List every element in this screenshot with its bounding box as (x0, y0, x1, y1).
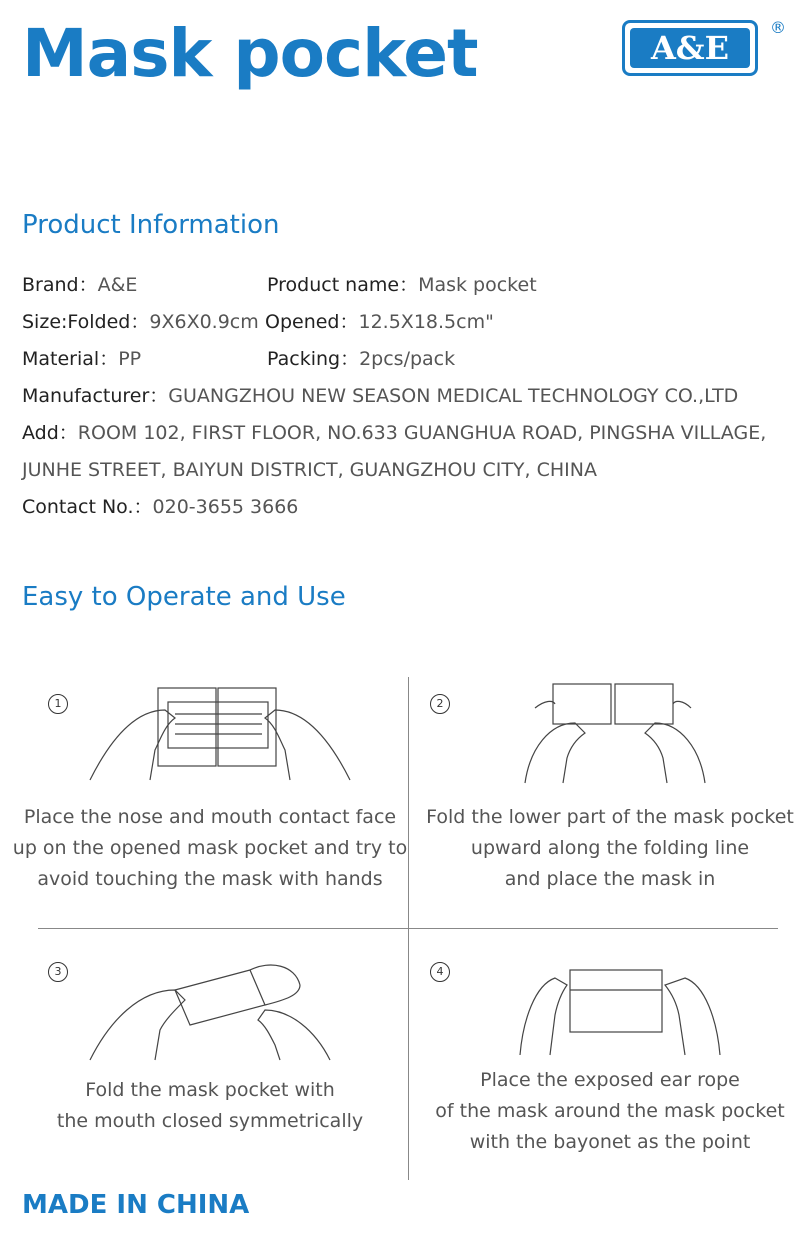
brand-value: A&E (97, 274, 138, 296)
brand-label: Brand： (22, 274, 98, 296)
packing-value: 2pcs/pack (359, 348, 456, 370)
step-3-line: the mouth closed symmetrically (56, 1110, 364, 1132)
contact-row (22, 495, 298, 519)
step-1-line: avoid touching the mask with hands (37, 868, 383, 890)
product-name-value: Mask pocket (418, 274, 537, 296)
step-2-number: 2 (430, 694, 450, 714)
step-1-illustration (80, 680, 360, 790)
manufacturer-row (22, 384, 738, 408)
step-2-text (410, 802, 800, 895)
address-row-2 (22, 458, 597, 482)
step-2-line: and place the mask in (504, 868, 716, 890)
step-1-text (0, 802, 420, 895)
address-value-line2: JUNHE STREET, BAIYUN DISTRICT, GUANGZHOU CITY, CHINA (22, 459, 597, 481)
logo-frame (622, 20, 758, 76)
product-name-label: Product name： (267, 274, 419, 296)
panel-divider-horizontal (38, 928, 778, 929)
brand-logo (622, 18, 786, 80)
brand-row (22, 273, 137, 297)
packing-label: Packing： (267, 348, 360, 370)
step-4-text (410, 1065, 800, 1158)
address-row (22, 421, 766, 445)
step-4-line: with the bayonet as the point (469, 1131, 751, 1153)
usage-heading: Easy to Operate and Use (22, 582, 346, 612)
registered-mark: ® (770, 18, 786, 37)
opened-label: Opened： (265, 311, 359, 333)
logo-text: A&E (630, 28, 750, 68)
step-2-line: Fold the lower part of the mask pocket (426, 806, 794, 828)
step-4-line: Place the exposed ear rope (480, 1069, 740, 1091)
size-value: 9X6X0.9cm (149, 311, 259, 333)
page-title: Mask pocket (22, 15, 478, 92)
size-label: Size:Folded： (22, 311, 150, 333)
size-row (22, 310, 259, 334)
step-4-number: 4 (430, 962, 450, 982)
contact-label: Contact No.： (22, 496, 153, 518)
opened-row (265, 310, 494, 334)
step-1-line: Place the nose and mouth contact face (23, 806, 397, 828)
step-1-line: up on the opened mask pocket and try to (12, 837, 408, 859)
step-3-line: Fold the mask pocket with (85, 1079, 335, 1101)
step-4-illustration (505, 960, 735, 1060)
made-in-label: MADE IN CHINA (22, 1190, 250, 1220)
step-3-illustration (80, 950, 340, 1070)
step-4-line: of the mask around the mask pocket (435, 1100, 785, 1122)
step-2-line: upward along the folding line (470, 837, 750, 859)
material-row (22, 347, 141, 371)
address-label: Add： (22, 422, 78, 444)
packing-row (267, 347, 455, 371)
step-1-number: 1 (48, 694, 68, 714)
address-value-line1: ROOM 102, FIRST FLOOR, NO.633 GUANGHUA ROAD, PINGSHA VILLAGE, (77, 422, 767, 444)
manufacturer-value: GUANGZHOU NEW SEASON MEDICAL TECHNOLOGY CO.,LTD (168, 385, 739, 407)
manufacturer-label: Manufacturer： (22, 385, 169, 407)
opened-value: 12.5X18.5cm" (358, 311, 494, 333)
product-name-row (267, 273, 537, 297)
material-label: Material： (22, 348, 119, 370)
step-2-illustration (515, 678, 715, 788)
step-3-text (0, 1075, 420, 1137)
material-value: PP (118, 348, 142, 370)
contact-value: 020-3655 3666 (152, 496, 299, 518)
product-info-heading: Product Information (22, 210, 280, 240)
step-3-number: 3 (48, 962, 68, 982)
